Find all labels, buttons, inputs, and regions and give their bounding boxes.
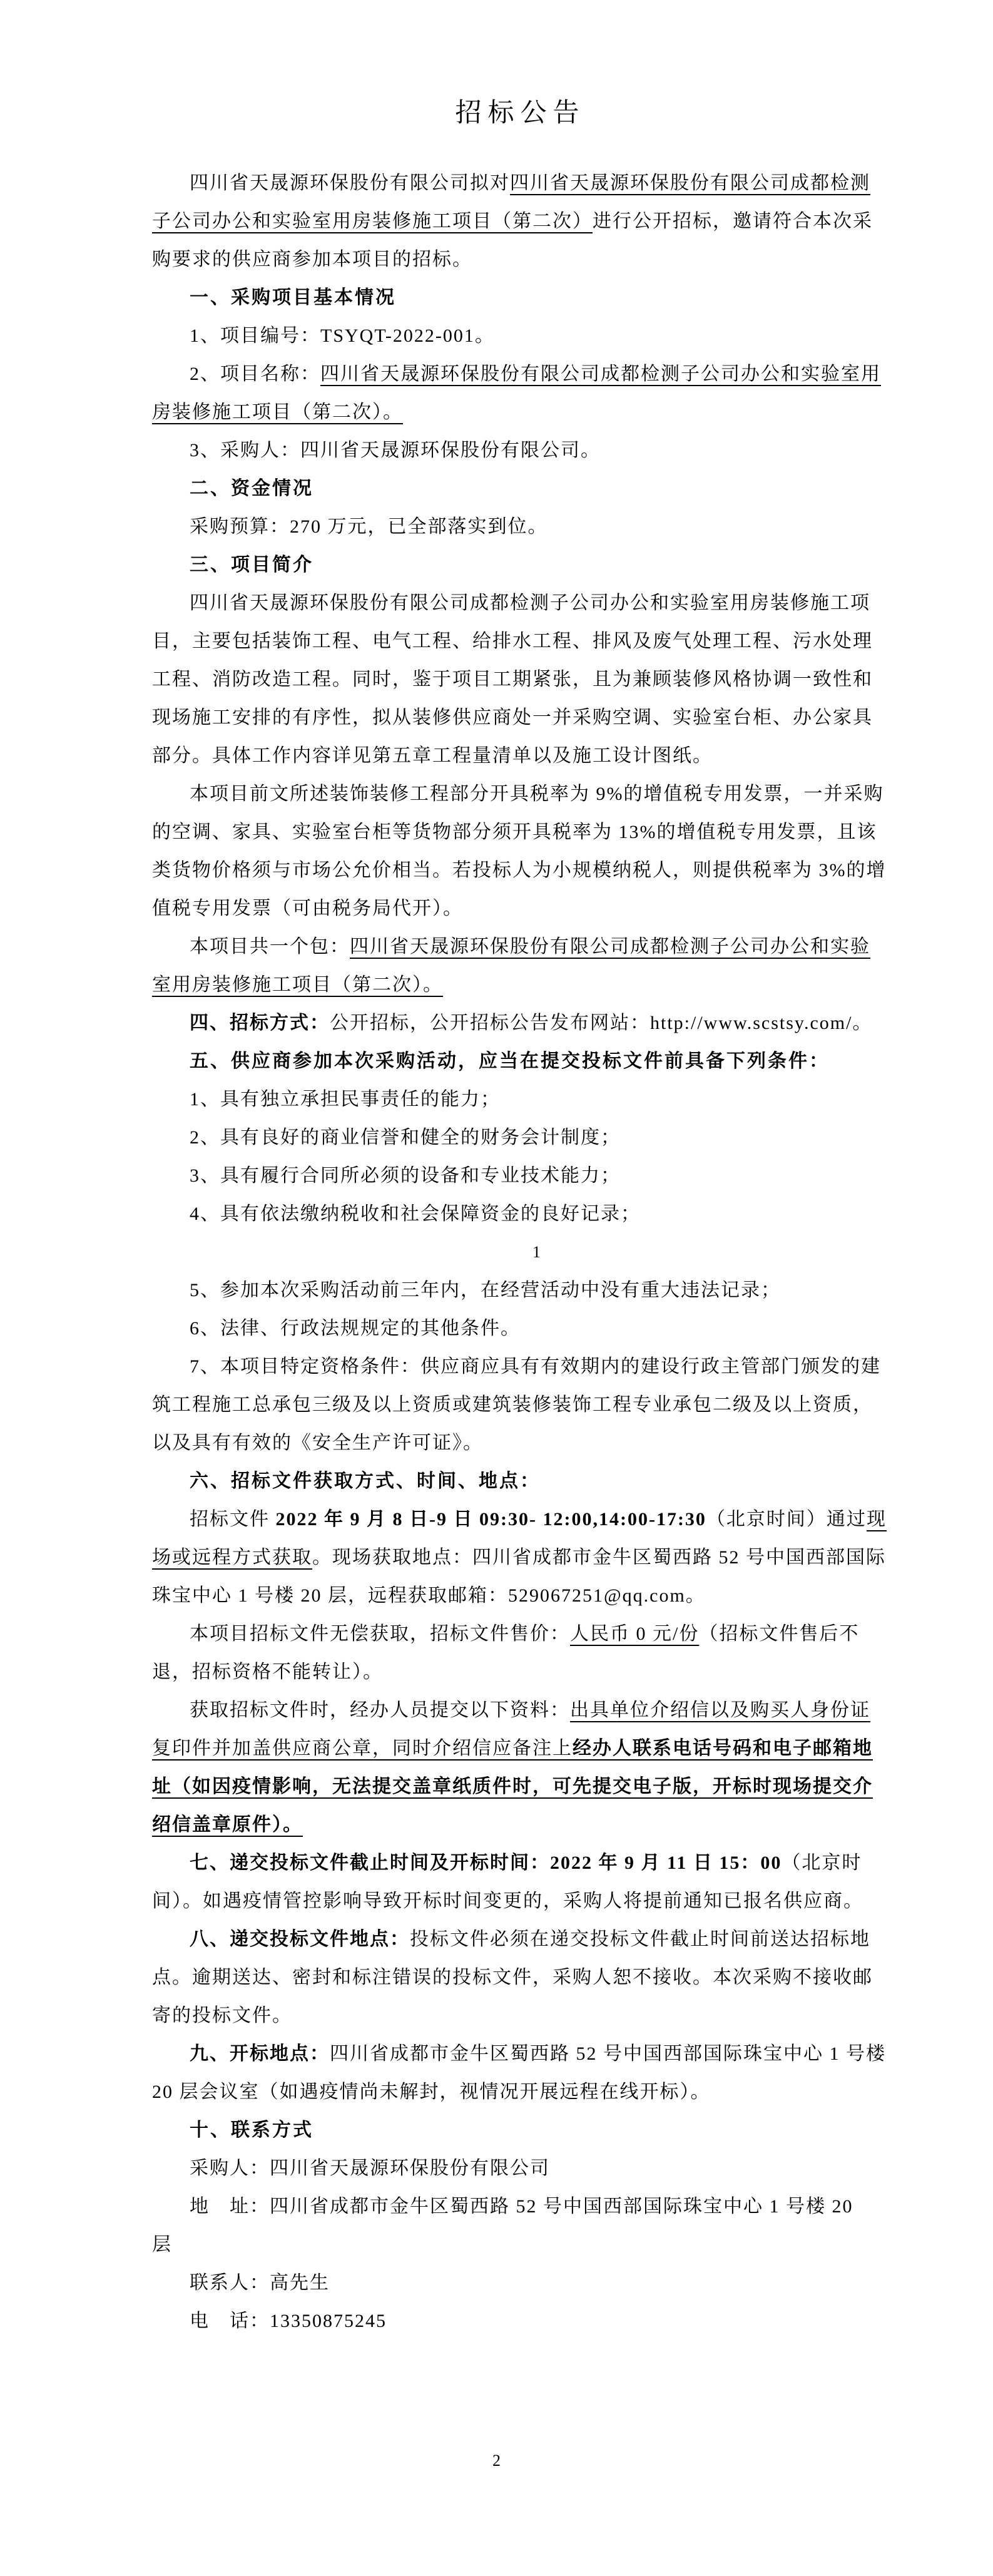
text-segment: 八、递交投标文件地点：: [190, 1929, 410, 1950]
paragraph: [152, 584, 889, 775]
text-segment: 进行公开招标，邀请符合本次采购要求的供应商参加本项目的招标。: [152, 211, 873, 270]
text-segment: 获取招标文件时，经办人员提交以下资料：: [190, 1700, 570, 1720]
text-segment: （北京时间）。如遇疫情管控影响导致开标时间变更的，采购人将提前通知已报名供应商。: [152, 1853, 863, 1911]
text-segment: 采购预算：270 万元，已全部落实到位。: [190, 516, 548, 537]
text-segment: 四川省天晟源环保股份有限公司成都检测子公司办公和实验室用房装修施工项目（第二次）: [152, 173, 870, 232]
section-heading: [152, 469, 889, 508]
text-segment: 九、开标地点：: [190, 2043, 330, 2064]
text-segment: 采购人：四川省天晟源环保股份有限公司: [190, 2158, 550, 2179]
text-segment: 现场或远程方式获取: [152, 1509, 887, 1568]
text-segment: 三、项目简介: [190, 555, 313, 575]
page-number: 2: [492, 2451, 501, 2470]
text-segment: 七、递交投标文件截止时间及开标时间：2022 年 9 月 11 日 15：00: [190, 1853, 782, 1873]
paragraph: [152, 2264, 889, 2302]
text-segment: 本项目招标文件无偿获取，招标文件售价：: [190, 1623, 570, 1644]
text-segment: 3、采购人：四川省天晟源环保股份有限公司。: [190, 440, 601, 461]
section-heading: [152, 2111, 889, 2149]
paragraph: [152, 1118, 889, 1157]
paragraph: [152, 2226, 889, 2264]
text-segment: 四川省天晟源环保股份有限公司成都检测子公司办公和实验室用房装修施工项目（第二次）。: [152, 364, 881, 422]
page-number: 1: [532, 1243, 541, 1261]
text-segment: 本项目共一个包：: [190, 936, 350, 957]
text-segment: 2、项目名称：: [190, 364, 320, 384]
document-body: [152, 164, 889, 2340]
text-segment: 四川省天晟源环保股份有限公司成都检测子公司办公和实验室用房装修施工项目，主要包括装饰工程、电气工程、给排水工程、排风及废气处理工程、污水处理工程、消防改造工程。同时，鉴于项目工期紧张，且为兼顾装修风格协调一致性和现场施工安排的有序性，拟从装修供应商处一并采购空调、实验室台柜、办公家具部分。具体工作内容详见第五章工程量清单以及施工设计图纸。: [152, 593, 873, 766]
text-segment: 经办人联系电话号码和电子邮箱地址（如因疫情影响，无法提交盖章纸质件时，可先提交电子版，开标时现场提交介绍信盖章原件）。: [152, 1738, 873, 1835]
text-segment: 2022 年 9 月 8 日-9 日 09:30- 12:00,14:00-17:30: [275, 1509, 706, 1530]
text-segment: 招标文件: [190, 1509, 276, 1530]
paragraph: [152, 508, 889, 546]
paragraph: [152, 1309, 889, 1347]
text-segment: 出具单位介绍信以及购买人身份证复印件并加盖供应商公章，同时介绍信应备注上: [152, 1700, 870, 1759]
text-segment: 1、项目编号：TSYQT-2022-001。: [190, 325, 495, 346]
text-segment: 四川省天晟源环保股份有限公司拟对: [190, 173, 510, 193]
text-segment: 地 址：四川省成都市金牛区蜀西路 52 号中国西部国际珠宝中心 1 号楼 20: [190, 2196, 853, 2217]
paragraph: [152, 1347, 889, 1462]
section-heading: [152, 546, 889, 584]
section-heading: [152, 1042, 889, 1080]
paragraph: [152, 1271, 889, 1309]
text-segment: 六、招标文件获取方式、时间、地点：: [190, 1471, 541, 1491]
text-segment: 7、本项目特定资格条件：供应商应具有有效期内的建设行政主管部门颁发的建筑工程施工总承包三级及以上资质或建筑装修装饰工程专业承包二级及以上资质，以及具有有效的《安全生产许可证》。: [152, 1356, 881, 1453]
text-segment: 。现场获取地点：四川省成都市金牛区蜀西路 52 号中国西部国际珠宝中心 1 号楼 20 层，远程获取邮箱：529067251@qq.com。: [152, 1547, 886, 1606]
paragraph: [152, 2149, 889, 2187]
text-segment: 5、参加本次采购活动前三年内，在经营活动中没有重大违法记录；: [190, 1280, 781, 1301]
paragraph: [152, 431, 889, 469]
paragraph: [152, 1615, 889, 1691]
text-segment: 6、法律、行政法规规定的其他条件。: [190, 1318, 521, 1339]
text-segment: 1、具有独立承担民事责任的能力；: [190, 1089, 501, 1110]
section-heading: [152, 279, 889, 317]
paragraph: [152, 775, 889, 928]
text-segment: 一、采购项目基本情况: [190, 287, 396, 308]
text-segment: 四、招标方式：: [190, 1013, 330, 1033]
text-segment: 投标文件必须在递交投标文件截止时间前送达招标地点。逾期送达、密封和标注错误的投标文件，采购人恕不接收。本次采购不接收邮寄的投标文件。: [152, 1929, 873, 2026]
text-segment: 四川省天晟源环保股份有限公司成都检测子公司办公和实验室用房装修施工项目（第二次）。: [152, 936, 870, 995]
paragraph: [152, 2035, 889, 2111]
paragraph: [152, 1691, 889, 1844]
text-segment: 电 话：13350875245: [190, 2311, 387, 2331]
text-segment: 3、具有履行合同所必须的设备和专业技术能力；: [190, 1165, 621, 1186]
paragraph: [152, 1004, 889, 1042]
paragraph: [152, 1080, 889, 1118]
paragraph: [152, 1500, 889, 1615]
text-segment: 五、供应商参加本次采购活动，应当在提交投标文件前具备下列条件：: [190, 1051, 830, 1071]
paragraph: [152, 2187, 889, 2226]
paragraph: [152, 1195, 889, 1233]
paragraph: [152, 317, 889, 355]
paragraph: [152, 928, 889, 1004]
document-title: 招标公告: [455, 99, 586, 128]
text-segment: 十、联系方式: [190, 2120, 313, 2140]
paragraph: [152, 164, 889, 279]
text-segment: 公开招标，公开招标公告发布网站：http://www.scstsy.com/。: [330, 1013, 873, 1033]
text-segment: 层: [152, 2234, 172, 2255]
text-segment: 人民币 0 元/份: [570, 1623, 700, 1644]
paragraph: [152, 1920, 889, 2035]
section-heading: [152, 1462, 889, 1500]
text-segment: 四川省成都市金牛区蜀西路 52 号中国西部国际珠宝中心 1 号楼 20 层会议室（如遇疫情尚未解封，视情况开展远程在线开标）。: [152, 2043, 886, 2102]
text-segment: 本项目前文所述装饰装修工程部分开具税率为 9%的增值税专用发票，一并采购的空调、家具、实验室台柜等货物部分须开具税率为 13%的增值税专用发票，且该类货物价格须与市场公允价相当。若投标人为小规模纳税人，则提供税率为 3%的增值税专用发票（可由税务局代开）。: [152, 784, 887, 919]
text-segment: 2、具有良好的商业信誉和健全的财务会计制度；: [190, 1127, 621, 1148]
text-segment: （北京时间）通过: [706, 1509, 867, 1530]
text-segment: 二、资金情况: [190, 478, 313, 499]
text-segment: 联系人：高先生: [190, 2272, 330, 2293]
text-segment: （招标文件售后不退，招标资格不能转让）。: [152, 1623, 860, 1682]
paragraph: [152, 1844, 889, 1920]
text-segment: 4、具有依法缴纳税收和社会保障资金的良好记录；: [190, 1204, 641, 1224]
paragraph: [152, 1157, 889, 1195]
paragraph: [152, 355, 889, 431]
paragraph: [152, 2302, 889, 2340]
